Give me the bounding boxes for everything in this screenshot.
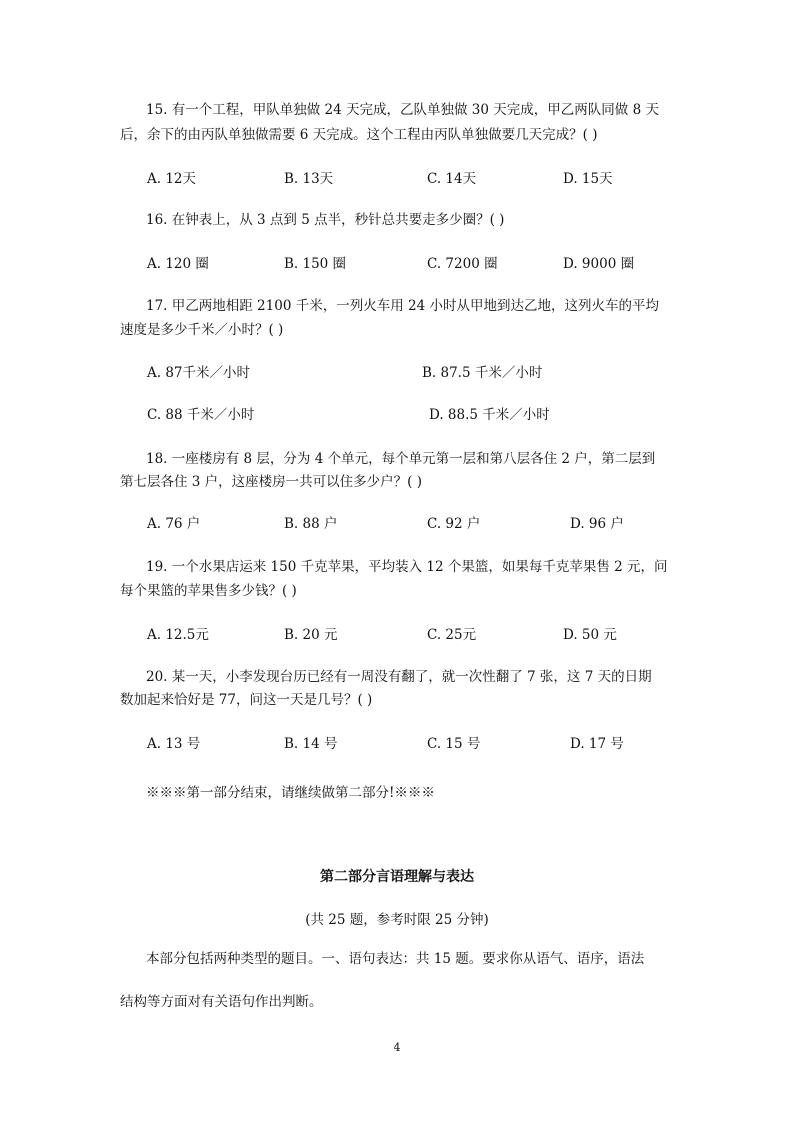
- q17-text-line2: 速度是多少千米／小时？( ): [120, 322, 284, 338]
- q18-option-c: C. 92 户: [427, 516, 481, 532]
- q20-option-a: A. 13 号: [147, 736, 201, 752]
- part1-end-notice: ※※※第一部分结束，请继续做第二部分!※※※: [146, 785, 435, 801]
- q18-option-d: D. 96 户: [570, 516, 624, 532]
- q20-option-c: C. 15 号: [427, 736, 481, 752]
- q16-option-c: C. 7200 圈: [427, 256, 498, 272]
- q15-option-d: D. 15天: [563, 171, 613, 187]
- q20-option-b: B. 14 号: [284, 736, 338, 752]
- q19-option-a: A. 12.5元: [147, 627, 209, 643]
- q15-option-a: A. 12天: [147, 171, 197, 187]
- q19-text-line2: 每个果篮的苹果售多少钱？( ): [120, 583, 297, 599]
- q17-option-d: D. 88.5 千米／小时: [429, 407, 550, 423]
- q15-text-line1: 15. 有一个工程，甲队单独做 24 天完成，乙队单独做 30 天完成，甲乙两队同做 8 天: [146, 102, 659, 118]
- part2-subtitle: (共 25 题，参考时限 25 分钟): [305, 912, 489, 928]
- q20-text-line2: 数加起来恰好是 77，问这一天是几号？( ): [120, 692, 373, 708]
- q16-option-b: B. 150 圈: [284, 256, 347, 272]
- q19-option-b: B. 20 元: [284, 627, 338, 643]
- q17-text-line1: 17. 甲乙两地相距 2100 千米，一列火车用 24 小时从甲地到达乙地，这列火车的平均: [146, 298, 659, 314]
- q18-text-line2: 第七层各住 3 户，这座楼房一共可以住多少户？( ): [120, 474, 422, 490]
- q19-option-d: D. 50 元: [563, 627, 617, 643]
- page-number: 4: [393, 1041, 401, 1054]
- q17-option-c: C. 88 千米／小时: [147, 407, 255, 423]
- q20-text-line1: 20. 某一天，小李发现台历已经有一周没有翻了，就一次性翻了 7 张，这 7 天的日期: [146, 669, 652, 685]
- part2-intro-line1: 本部分包括两种类型的题目。一、语句表达：共 15 题。要求你从语气、语序，语法: [146, 951, 645, 967]
- q19-text-line1: 19. 一个水果店运来 150 千克苹果，平均装入 12 个果篮，如果每千克苹果售 2 元，问: [146, 559, 668, 575]
- q17-option-b: B. 87.5 千米／小时: [422, 365, 543, 381]
- part2-title: 第二部分言语理解与表达: [320, 869, 474, 885]
- q15-text-line2: 后，余下的由丙队单独做需要 6 天完成。这个工程由丙队单独做要几天完成？( ): [120, 127, 598, 143]
- q18-text-line1: 18. 一座楼房有 8 层，分为 4 个单元，每个单元第一层和第八层各住 2 户，第二层到: [146, 451, 656, 467]
- q18-option-b: B. 88 户: [284, 516, 338, 532]
- part2-intro-line2: 结构等方面对有关语句作出判断。: [120, 994, 323, 1010]
- q17-option-a: A. 87千米／小时: [147, 365, 251, 381]
- q18-option-a: A. 76 户: [147, 516, 201, 532]
- q15-option-c: C. 14天: [427, 171, 477, 187]
- q15-option-b: B. 13天: [284, 171, 334, 187]
- q16-option-d: D. 9000 圈: [563, 256, 635, 272]
- q16-option-a: A. 120 圈: [147, 256, 209, 272]
- q20-option-d: D. 17 号: [570, 736, 624, 752]
- q19-option-c: C. 25元: [427, 627, 477, 643]
- q16-text-line1: 16. 在钟表上，从 3 点到 5 点半，秒针总共要走多少圈？( ): [146, 212, 505, 228]
